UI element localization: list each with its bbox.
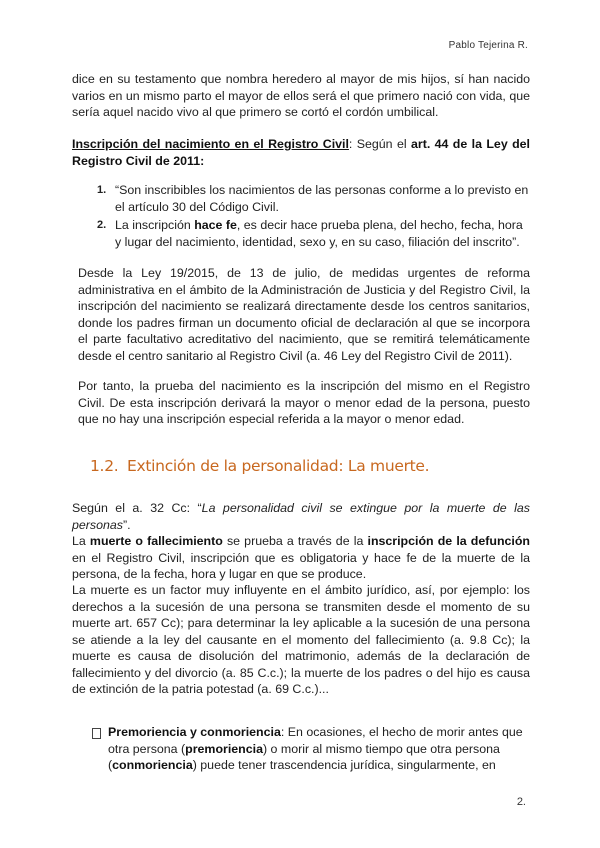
inscripcion-heading-paragraph — [72, 136, 530, 169]
para4-s2c: se prueba a través de la — [222, 534, 368, 548]
page-number: 2. — [516, 796, 526, 808]
list-item — [72, 217, 530, 250]
section-number: 1.2. — [90, 457, 119, 475]
para4-quote: La personalidad civil se extingue por la muerte de las personas — [72, 501, 530, 532]
list-item-text: “Son inscribibles los nacimientos de las personas conforme a lo previsto en el artículo 30 del Código Civil. — [115, 183, 529, 214]
text-line: sería aquel nacido vivo al que primero se cortó el cordón umbilical. — [72, 105, 439, 119]
list-item — [72, 182, 530, 215]
section-title: Extinción de la personalidad: La muerte. — [127, 457, 430, 475]
list-number: 1. — [97, 184, 107, 196]
bullet-premoriencia — [108, 724, 524, 774]
inscripcion-intro: : Según el — [348, 137, 411, 151]
inscripcion-law: art. 44 de la Ley del Registro Civil de 2011: — [72, 137, 531, 168]
paragraph-testamento — [72, 71, 530, 121]
para4-lead: Según el a. 32 Cc: “ — [72, 501, 202, 515]
list-item-text-pre: La inscripción — [115, 218, 195, 232]
bullet-box-icon — [92, 728, 101, 739]
text-line: varios en un mismo parto el mayor de ellos será el que primero nació con vida, que — [72, 88, 530, 103]
running-header-author: Pablo Tejerina R. — [448, 40, 528, 51]
para4-muerte: muerte o fallecimiento — [89, 534, 223, 548]
bullet-text-1: : En ocasiones, el hecho de morir antes que otra persona ( — [108, 725, 523, 756]
para4-s2e: en el Registro Civil, inscripción que es obligatoria y hace fe de la muerte de la persona, de la fecha, hora y lugar en que se produce. — [72, 550, 530, 581]
para4-s2a: La — [72, 534, 90, 548]
para4-inscripcion-defuncion: inscripción de la defunción — [367, 534, 530, 548]
bullet-premoriencia-bold: premoriencia — [185, 741, 263, 756]
para4-quote-end: ”. — [122, 517, 131, 532]
list-item-bold: hace fe — [194, 218, 237, 232]
list-number: 2. — [97, 219, 107, 231]
section-heading — [90, 457, 429, 475]
list-item-text-post: , es decir hace prueba plena, del hecho, fecha, hora y lugar del nacimiento, identidad, sexo y, en su caso, filiación del inscrito”. — [115, 218, 523, 249]
inscripcion-title: Inscripción del nacimiento en el Registro Civil — [72, 137, 349, 151]
bullet-text-3: ) puede tener trascendencia jurídica, singularmente, en — [192, 758, 496, 772]
text-line: dice en su testamento que nombra heredero al mayor de mis hijos, sí han nacido — [72, 72, 530, 86]
paragraph-factor-juridico: La muerte es un factor muy influyente en el ámbito jurídico, así, por ejemplo: los derechos a la sucesión de una persona se transmiten desde el momento de su muerte art. 657 Cc); para determinar la ley aplicable a la sucesión de una persona se atiende a la ley del causante en el momento del fallecimiento (a. 9.8 Cc); la muerte es causa de disolución del matrimonio, además de la declaración de fallecimiento y del divorcio (a. 85 C.c.); la muerte de los padres o del hijo es causa de extinción de la patria potestad (a. 69 C.c.)... — [72, 583, 530, 696]
bullet-conmoriencia-bold: conmoriencia — [112, 758, 193, 772]
paragraph-extincion — [72, 500, 530, 583]
paragraph-ley-19-2015: Desde la Ley 19/2015, de 13 de julio, de medidas urgentes de reforma administrativa en el ámbito de la Administración de Justicia y del Registro Civil, la inscripción del nacimiento se realizará directamente desde los centros sanitarios, donde los padres firman un documento oficial de declaración al que se incorpora el parte facultativo acreditativo del nacimiento, que se remitirá telemáticamente desde el centro sanitario al Registro Civil (a. 46 Ley del Registro Civil de 2011). — [78, 266, 530, 363]
bullet-term: Premoriencia y conmoriencia — [108, 725, 281, 739]
paragraph-prueba-nacimiento: Por tanto, la prueba del nacimiento es la inscripción del mismo en el Registro Civil. De esta inscripción derivará la mayor o menor edad de la persona, puesto que no hay una inscripción especial referida a la mayor o menor edad. — [78, 379, 530, 426]
bullet-text-2: ) o morir al mismo tiempo que otra persona ( — [108, 741, 500, 772]
inscripcion-list — [72, 182, 530, 250]
